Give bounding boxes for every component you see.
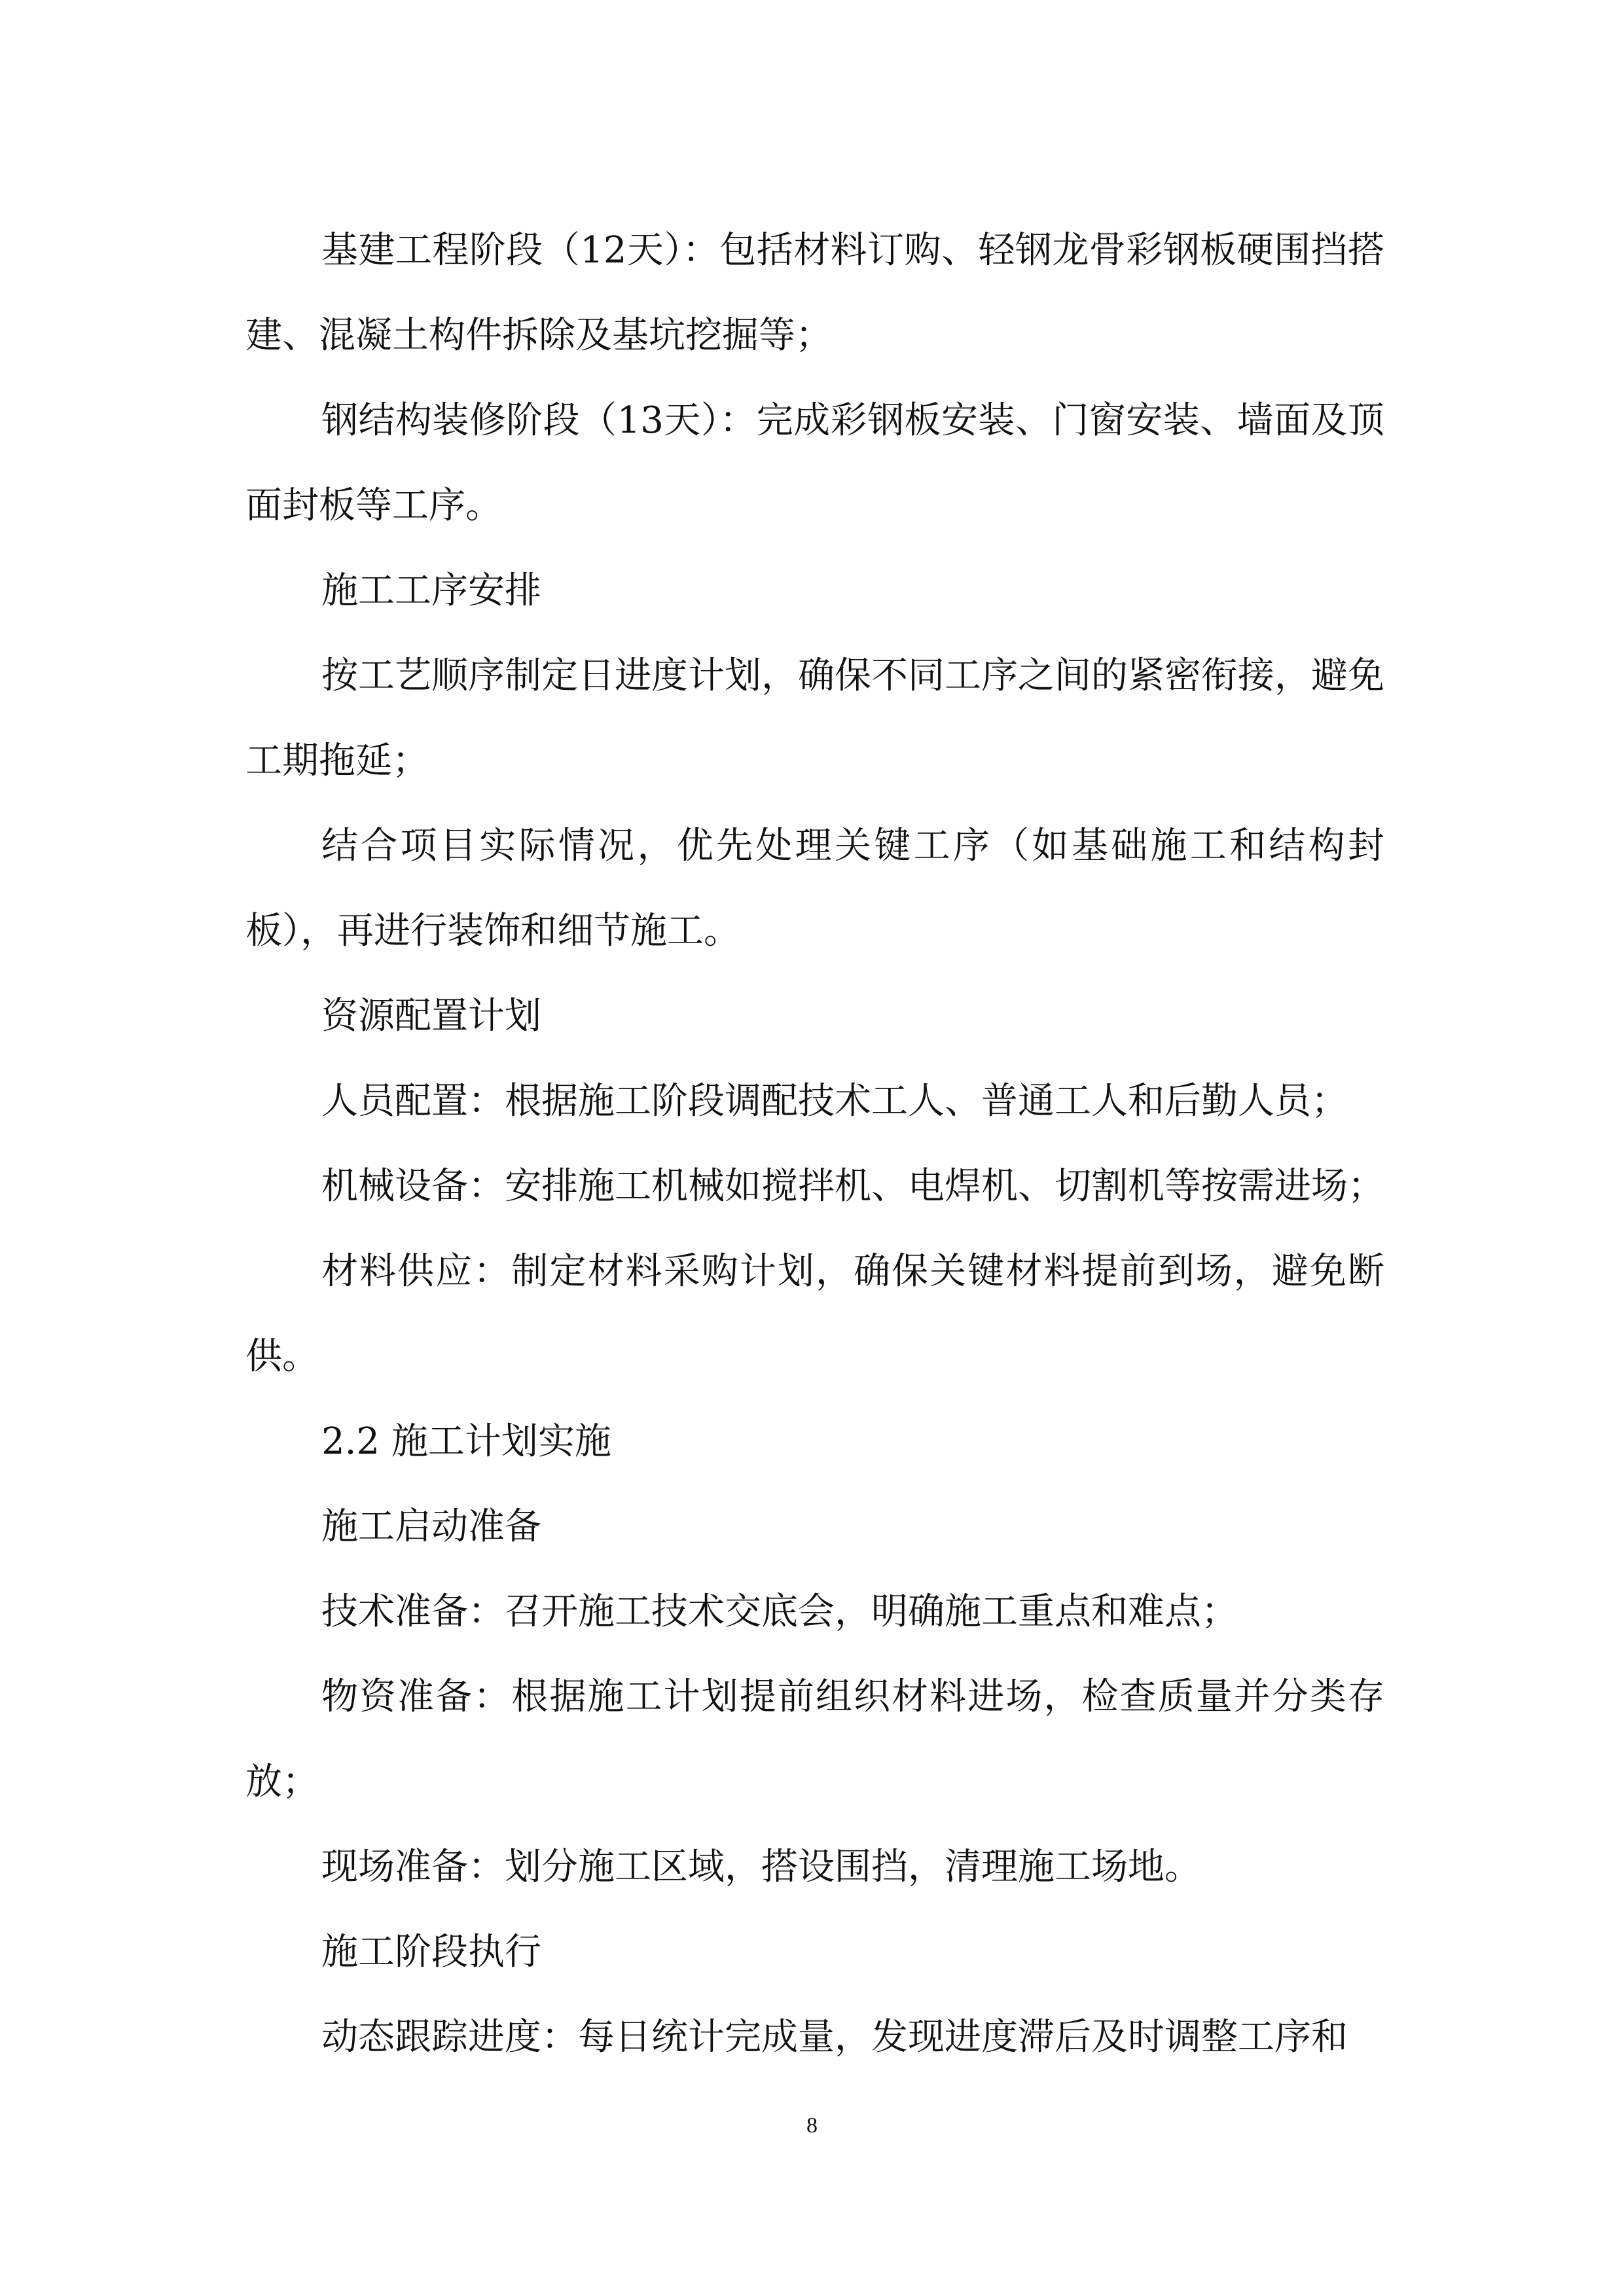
- paragraph-machinery: 机械设备：安排施工机械如搅拌机、电焊机、切割机等按需进场；: [321, 1165, 1384, 1208]
- paragraph-technical-preparation: 技术准备：召开施工技术交底会，明确施工重点和难点；: [321, 1590, 1238, 1633]
- paragraph-staffing: 人员配置：根据施工阶段调配技术工人、普通工人和后勤人员；: [321, 1080, 1348, 1122]
- section-heading-2-2: 2.2 施工计划实施: [321, 1420, 611, 1463]
- heading-startup-preparation: 施工启动准备: [321, 1505, 541, 1548]
- page-number: 8: [806, 2113, 818, 2138]
- paragraph-material-supply: 材料供应：制定材料采购计划，确保关键材料提前到场，避免断供。: [245, 1250, 1384, 1378]
- heading-stage-execution: 施工阶段执行: [321, 1931, 541, 1973]
- paragraph-site-preparation: 现场准备：划分施工区域，搭设围挡，清理施工场地。: [321, 1846, 1201, 1888]
- page-body: [245, 208, 1384, 2080]
- paragraph-key-processes: 结合项目实际情况，优先处理关键工序（如基础施工和结构封板），再进行装饰和细节施工。: [245, 825, 1384, 952]
- heading-process-arrangement: 施工工序安排: [321, 569, 541, 612]
- paragraph-daily-schedule: 按工艺顺序制定日进度计划，确保不同工序之间的紧密衔接，避免工期拖延；: [245, 655, 1384, 782]
- heading-resource-plan: 资源配置计划: [321, 995, 541, 1037]
- paragraph-foundation-stage: 基建工程阶段（12天）：包括材料订购、轻钢龙骨彩钢板硬围挡搭建、混凝土构件拆除及基坑挖掘等；: [245, 229, 1384, 357]
- paragraph-steel-decoration-stage: 钢结构装修阶段（13天）：完成彩钢板安装、门窗安装、墙面及顶面封板等工序。: [245, 399, 1384, 527]
- paragraph-material-preparation: 物资准备：根据施工计划提前组织材料进场，检查质量并分类存放；: [245, 1676, 1384, 1803]
- paragraph-progress-tracking: 动态跟踪进度：每日统计完成量，发现进度滞后及时调整工序和: [321, 2016, 1348, 2058]
